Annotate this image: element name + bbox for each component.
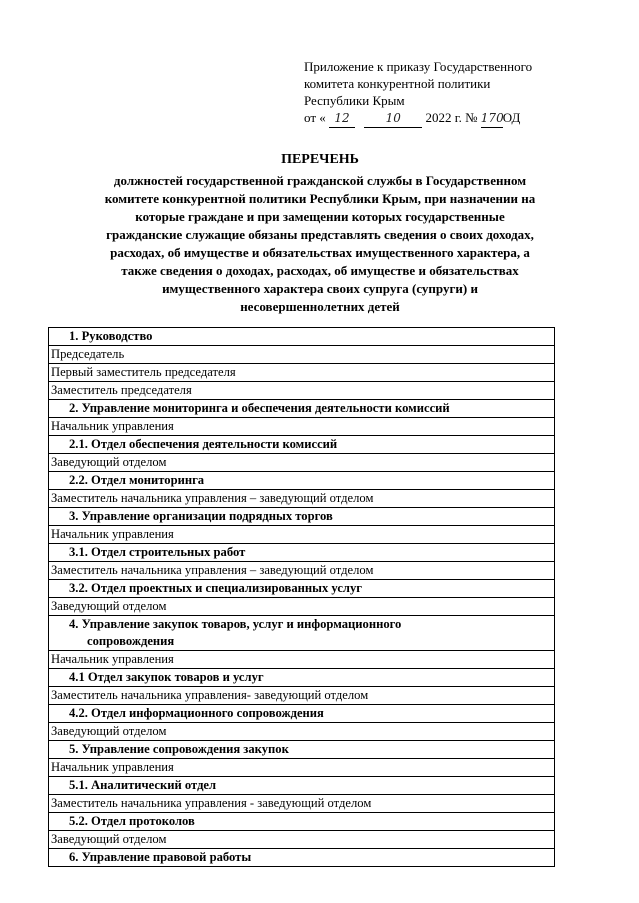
position-row: Заместитель начальника управления - заведующий отделом	[49, 795, 554, 813]
position-row: Заведующий отделом	[49, 831, 554, 849]
department-row-line: 4. Управление закупок товаров, услуг и информационного	[69, 617, 402, 631]
position-row: Председатель	[49, 346, 554, 364]
positions-table	[48, 327, 555, 867]
position-row: Заместитель начальника управления – заведующий отделом	[49, 562, 554, 580]
heading-line: гражданские служащие обязаны представлять сведения о своих доходах,	[106, 227, 534, 242]
position-row: Начальник управления	[49, 526, 554, 544]
department-row	[49, 616, 554, 651]
department-row: 5.1. Аналитический отдел	[49, 777, 554, 795]
department-row: 1. Руководство	[49, 328, 554, 346]
heading-line: имущественного характера своих супруга (супруги) и	[162, 281, 478, 296]
heading-line: также сведения о доходах, расходах, об имуществе и обязательствах	[121, 263, 519, 278]
appendix-line-2: комитета конкурентной политики	[304, 76, 491, 91]
department-row: 3.2. Отдел проектных и специализированных услуг	[49, 580, 554, 598]
order-suffix: ОД	[502, 110, 521, 125]
heading-line: которые граждане и при замещении которых государственные	[135, 209, 505, 224]
department-row: 2.2. Отдел мониторинга	[49, 472, 554, 490]
heading-line: комитете конкурентной политики Республики Крым, при назначении на	[104, 191, 536, 206]
position-row: Начальник управления	[49, 418, 554, 436]
date-month: 10	[364, 110, 422, 128]
date-day: 12	[329, 110, 355, 128]
document-heading	[40, 152, 600, 316]
position-row: Заведующий отделом	[49, 598, 554, 616]
appendix-line-3: Республики Крым	[304, 93, 405, 108]
department-row: 5.2. Отдел протоколов	[49, 813, 554, 831]
position-row: Начальник управления	[49, 759, 554, 777]
department-row: 4.2. Отдел информационного сопровождения	[49, 705, 554, 723]
department-row: 6. Управление правовой работы	[49, 849, 554, 867]
department-row: 2.1. Отдел обеспечения деятельности комиссий	[49, 436, 554, 454]
heading-line: несовершеннолетних детей	[240, 299, 400, 314]
department-row-line: сопровождения	[87, 634, 175, 648]
position-row: Заместитель начальника управления – заведующий отделом	[49, 490, 554, 508]
position-row: Заместитель председателя	[49, 382, 554, 400]
appendix-line-1: Приложение к приказу Государственного	[304, 59, 533, 74]
department-row: 5. Управление сопровождения закупок	[49, 741, 554, 759]
position-row: Первый заместитель председателя	[49, 364, 554, 382]
position-row: Заведующий отделом	[49, 454, 554, 472]
date-prefix: от «	[304, 110, 326, 125]
heading-line: должностей государственной гражданской службы в Государственном	[113, 173, 527, 188]
heading-line: расходах, об имуществе и обязательствах имущественного характера, а	[110, 245, 530, 260]
order-number: 170	[481, 110, 503, 128]
appendix-date-line	[304, 109, 532, 128]
department-row: 3.1. Отдел строительных работ	[49, 544, 554, 562]
appendix-block	[304, 58, 532, 128]
department-row: 3. Управление организации подрядных торгов	[49, 508, 554, 526]
position-row: Заведующий отделом	[49, 723, 554, 741]
date-year: 2022 г. №	[425, 110, 478, 125]
document-title: ПЕРЕЧЕНЬ	[281, 152, 359, 167]
position-row: Начальник управления	[49, 651, 554, 669]
department-row: 2. Управление мониторинга и обеспечения деятельности комиссий	[49, 400, 554, 418]
position-row: Заместитель начальника управления- заведующий отделом	[49, 687, 554, 705]
department-row: 4.1 Отдел закупок товаров и услуг	[49, 669, 554, 687]
